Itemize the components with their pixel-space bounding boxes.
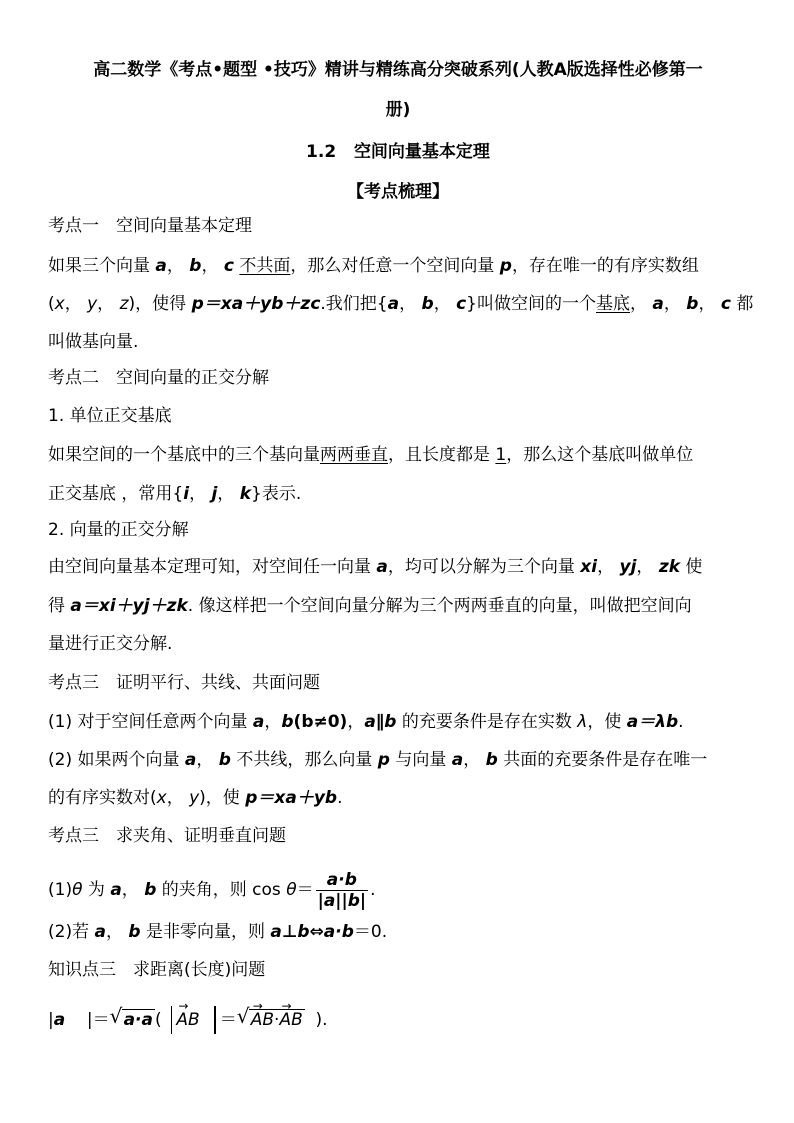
kp2-line4: [48, 594, 748, 618]
sep: ，: [64, 294, 82, 314]
sep: ，: [597, 557, 615, 577]
var-y: y: [87, 294, 98, 314]
sep: ，: [636, 557, 654, 577]
vector-c: c: [720, 294, 731, 314]
kp1-line2: [48, 292, 754, 316]
text: 都: [730, 294, 754, 314]
text: .: [337, 788, 343, 808]
kp4-line1: [48, 866, 748, 914]
text: 为: [82, 880, 111, 900]
text: ＝0.: [353, 922, 388, 942]
vector-p: p: [377, 750, 390, 770]
section-title: [48, 140, 748, 164]
vector-p: p: [499, 256, 512, 276]
kp3-heading: 考点三 证明平行、共线、共面问题: [48, 673, 320, 693]
text: ＝: [92, 1010, 110, 1030]
text: (1): [48, 880, 73, 900]
var-theta: θ: [72, 880, 83, 900]
text: }叫做空间的一个: [466, 294, 596, 314]
radical-icon: √: [109, 1004, 123, 1028]
text: ＝: [219, 1010, 237, 1030]
parallel-relation: a∥b: [364, 712, 397, 732]
kp3-line3: [48, 786, 748, 810]
abs-bar: |: [86, 1010, 93, 1030]
vector-a: a: [652, 294, 664, 314]
abs-bar-left: [171, 1006, 172, 1034]
cosine-fraction: [316, 870, 368, 911]
abs-bar: |: [48, 1010, 54, 1030]
text: 如果三个向量: [48, 256, 156, 276]
kp2-line3: [48, 555, 748, 579]
var-lambda: λ: [577, 712, 588, 732]
vector-b: b: [189, 256, 202, 276]
vector-ab: → AB: [279, 1002, 302, 1038]
var-x: x: [54, 294, 65, 314]
kp2-sub2: 2. 向量的正交分解: [48, 520, 189, 540]
formula: a＝xi＋yj＋zk: [70, 596, 188, 616]
sep: ，: [264, 712, 282, 732]
sep: ，: [105, 922, 123, 942]
kp2-sub1: 1. 单位正交基底: [48, 406, 172, 426]
vector-j: j: [211, 484, 218, 504]
review-heading: 【考点梳理】: [347, 182, 449, 202]
vector-b: b: [421, 294, 434, 314]
kp3-line1: [48, 710, 748, 734]
formula: p＝xa＋yb: [245, 788, 338, 808]
vector-i: i: [183, 484, 190, 504]
term-xi: xi: [580, 557, 598, 577]
kp2-line1: [48, 443, 748, 467]
dot: ·: [274, 1010, 280, 1030]
sep: ，: [698, 294, 716, 314]
sep: ，: [630, 294, 647, 314]
vector-b: b: [218, 750, 231, 770]
text: }表示.: [251, 484, 302, 504]
underlined-term: 基底: [596, 294, 630, 314]
term-zk: zk: [658, 557, 681, 577]
vector-a: a: [451, 750, 464, 770]
sep: ，: [166, 788, 184, 808]
formula: a＝λb: [626, 712, 679, 732]
text: 不共线，那么向量: [230, 750, 378, 770]
text: (2) 如果两个向量: [48, 750, 185, 770]
formula: a⊥b⇔a·b: [270, 922, 354, 942]
text: ，那么对任意一个空间向量: [290, 256, 500, 276]
vector-a: a: [184, 750, 197, 770]
var-y: y: [189, 788, 200, 808]
text: ，使: [587, 712, 627, 732]
vector-b: b: [686, 294, 699, 314]
text: )，使: [199, 788, 246, 808]
document-title-line1: 高二数学《考点•题型 •技巧》精讲与精练高分突破系列(人教A版选择性必修第一: [93, 60, 703, 80]
abs-bar-right: [214, 1006, 215, 1034]
kp3-line2: [48, 748, 748, 772]
condition: (b≠0): [293, 712, 348, 732]
sep: ，: [433, 294, 451, 314]
text: ).: [315, 1010, 328, 1030]
text: 由空间向量基本定理可知，对空间任一向量: [48, 557, 377, 577]
kp1-line3: 叫做基向量.: [48, 332, 139, 352]
text: 得: [48, 596, 71, 616]
text: (: [154, 1010, 162, 1030]
text: ，那么这个基底叫做单位: [506, 445, 694, 465]
text: 的充要条件是存在实数: [396, 712, 578, 732]
text: 的夹角，则 cos: [156, 880, 287, 900]
vector-c: c: [456, 294, 467, 314]
document-title-line2: 册): [385, 100, 411, 120]
sep: ，: [399, 294, 417, 314]
sep: ，: [201, 256, 219, 276]
text: ，均可以分解为三个向量: [387, 557, 581, 577]
text: 与向量: [389, 750, 452, 770]
text: 使: [680, 557, 703, 577]
radical-icon: √: [236, 1004, 250, 1028]
vector-k: k: [239, 484, 252, 504]
underlined-term: 不共面: [239, 256, 291, 276]
fraction-denominator: |a||b|: [317, 890, 367, 911]
text: .: [678, 712, 684, 732]
kp4-line2: [48, 920, 748, 944]
sep: ，: [463, 750, 481, 770]
text: (1) 对于空间任意两个向量: [48, 712, 253, 732]
vector-a: a: [252, 712, 265, 732]
sep: ，: [121, 880, 139, 900]
vector-a: a: [387, 294, 400, 314]
section-name: 空间向量基本定理: [353, 142, 490, 162]
vector-a: a: [376, 557, 388, 577]
vector-b: b: [281, 712, 294, 732]
formula: p＝xa＋yb＋zc: [191, 294, 321, 314]
sep: ，: [97, 294, 115, 314]
vector-a: a: [53, 1010, 66, 1030]
vector-b: b: [144, 880, 157, 900]
sqrt-body: [249, 1009, 305, 1030]
text: ，存在唯一的有序实数组: [511, 256, 699, 276]
var-theta: θ: [286, 880, 297, 900]
sep: ，: [166, 256, 184, 276]
vector-a: a: [155, 256, 167, 276]
sqrt-body: a·a: [123, 1010, 153, 1030]
kp1-line1: [48, 254, 748, 278]
underlined-term: 两两垂直: [320, 445, 388, 465]
var-z: z: [119, 294, 129, 314]
text: (: [48, 294, 55, 314]
text: 共面的充要条件是存在唯一: [497, 750, 708, 770]
kp4-heading: 考点三 求夹角、证明垂直问题: [48, 826, 286, 846]
sqrt-ab-dot-ab: [237, 1002, 305, 1038]
text: 是非零向量，则: [140, 922, 271, 942]
sep: ，: [347, 712, 365, 732]
text: . 像这样把一个空间向量分解为三个两两垂直的向量，叫做把空间向: [187, 596, 692, 616]
text: ，且长度都是: [388, 445, 496, 465]
sqrt-a-dot-a: [110, 1002, 155, 1038]
sep: ，: [217, 484, 235, 504]
kp5-heading: 知识点三 求距离(长度)问题: [48, 960, 266, 980]
fraction-numerator: a·b: [316, 870, 368, 891]
kp1-heading: 考点一 空间向量基本定理: [48, 216, 252, 236]
underlined-term: 1: [495, 445, 507, 465]
text: .: [370, 880, 376, 900]
text: )，使得: [128, 294, 192, 314]
text: ＝: [296, 880, 314, 900]
text: .我们把{: [320, 294, 388, 314]
var-x: x: [156, 788, 167, 808]
text: (2)若: [48, 922, 95, 942]
text: 如果空间的一个基底中的三个基向量: [48, 445, 320, 465]
vector-b: b: [485, 750, 498, 770]
vector-a: a: [94, 922, 106, 942]
vector-ab: → AB: [176, 1002, 199, 1038]
kp2-heading: 考点二 空间向量的正交分解: [48, 368, 269, 388]
kp2-line2: [48, 482, 748, 506]
vector-c: c: [223, 256, 234, 276]
vector-b: b: [128, 922, 141, 942]
term-yj: yj: [619, 557, 637, 577]
text: 正交基底 ，常用{: [48, 484, 184, 504]
kp2-line5: 量进行正交分解.: [48, 634, 173, 654]
kp5-line1: [48, 1002, 748, 1038]
vector-ab: → AB: [251, 1002, 274, 1038]
vector-a: a: [110, 880, 122, 900]
sep: ，: [663, 294, 681, 314]
sep: ，: [189, 484, 207, 504]
sep: ，: [196, 750, 214, 770]
section-number: 1.2: [306, 142, 337, 162]
text: 的有序实数对(: [48, 788, 157, 808]
